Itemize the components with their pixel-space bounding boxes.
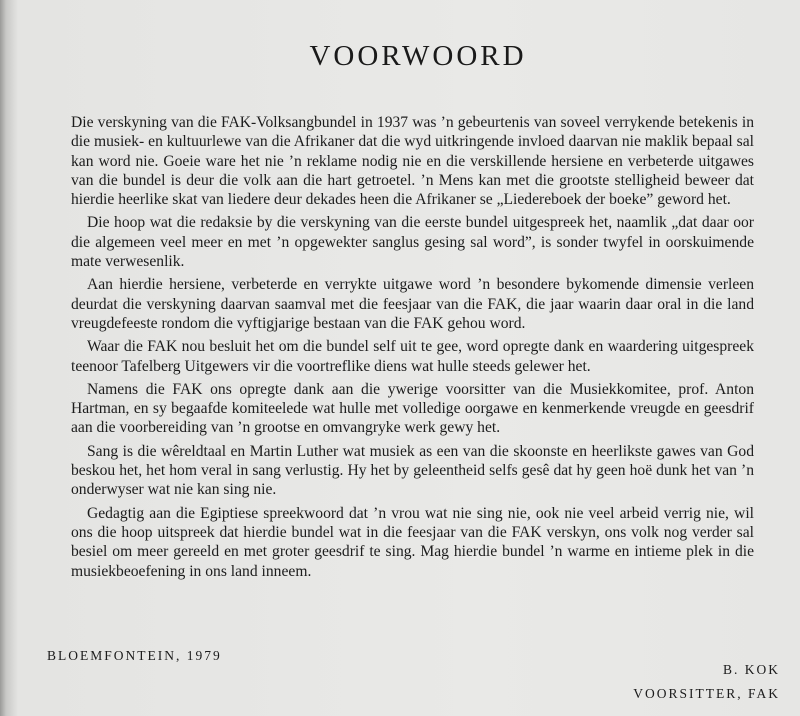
paragraph: Namens die FAK ons opregte dank aan die ywerige voorsitter van die Musiekkomitee, prof. Anton Hartman, en sy begaafde komiteelede wat hulle met volledige oorgawe en kenmerkende vreugde en geesdrif aan die voorbereiding van ’n grootse en omvangryke werk gewy het. (71, 380, 754, 437)
foreword-body (71, 113, 754, 585)
signatory-name: B. KOK (722, 662, 780, 677)
page-title: VOORWOORD (309, 40, 527, 72)
paragraph: Sang is die wêreldtaal en Martin Luther wat musiek as een van die skoonste en heerlikste gawes van God beskou het, het hom veral in sang verlustig. Hy het by geleentheid selfs gesê dat hy geen hoë dunk het van ’n onderwyser wat nie kan sing nie. (71, 442, 754, 499)
paragraph: Die verskyning van die FAK-Volksangbundel in 1937 was ’n gebeurtenis van soveel verrykende betekenis in die musiek- en kultuurlewe van die Afrikaner dat die wyd uitkringende invloed daarvan nie maklik bepaal sal kan word nie. Goeie ware het nie ’n reklame nodig nie en die verskillende hersiene en verbeterde uitgawes van die bundel is deur die volk aan die hart getroetel. ’n Mens kan met die grootste stelligheid beweer dat hierdie heerlike skat van liedere deur dekades heen die Afrikaner se „Liedereboek der boeke” geword het. (71, 114, 754, 209)
paragraph: Aan hierdie hersiene, verbeterde en verrykte uitgawe word ’n besondere bykomende dimensie verleen deurdat die verskyning daarvan saamval met die feesjaar van die FAK, die jaar waarin daar oral in die land vreugdefeeste rondom die vyftigjarige bestaan van die FAK gehou word. (71, 276, 754, 332)
paragraph: Waar die FAK nou besluit het om die bundel self uit te gee, word opregte dank en waardering uitgespreek teenoor Tafelberg Uitgewers vir die voortreflike diens wat hulle steeds gelewer het. (71, 338, 754, 375)
paragraph: Gedagtig aan die Egiptiese spreekwoord dat ’n vrou wat nie sing nie, ook nie veel arbeid verrig nie, wil ons die hoop uitspreek dat hierdie bundel wat in die feesjaar van die FAK verskyn, ons volk nog verder sal besiel om meer gereeld en met groter geesdrif te sing. Mag hierdie bundel ’n warme en intieme plek in die musiekbeoefening in ons land inneem. (71, 504, 754, 580)
place-and-date: BLOEMFONTEIN, 1979 (47, 648, 222, 663)
paragraph: Die hoop wat die redaksie by die verskyning van die eerste bundel uitgespreek het, naamlik „dat daar oor die algemeen veel meer en met ’n opgewekter sanglus gesing sal word”, is sonder twyfel in oorskuimende mate verwesenlik. (71, 214, 754, 271)
signature-block (633, 658, 780, 706)
signatory-title: VOORSITTER, FAK (633, 686, 780, 701)
